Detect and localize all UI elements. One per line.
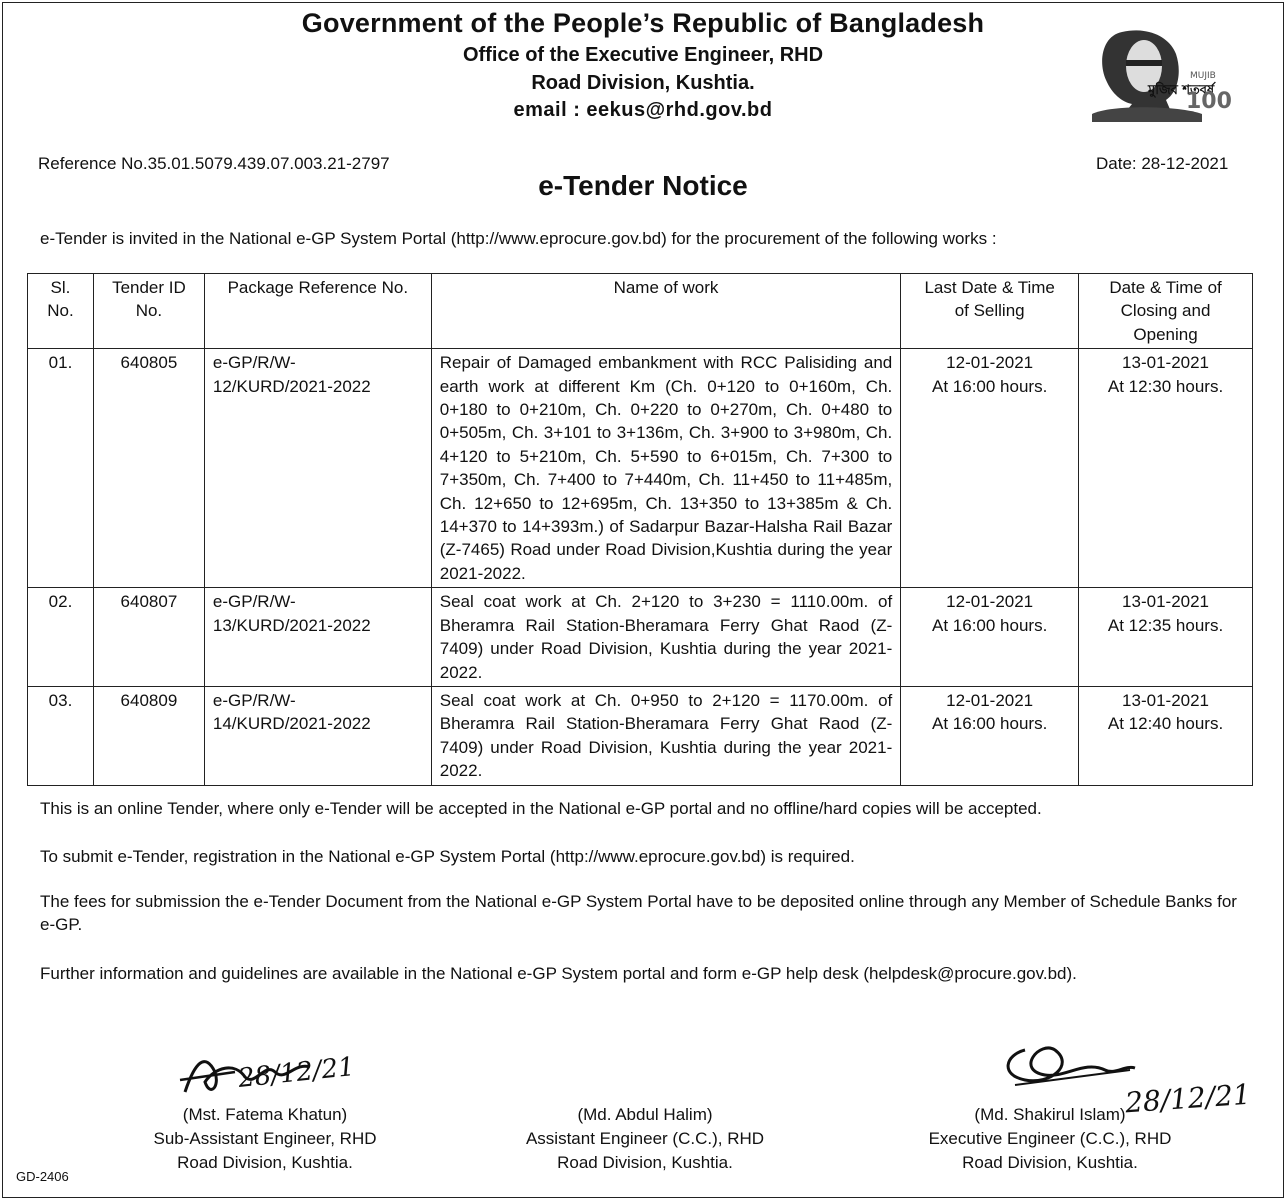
cell-selling: 12-01-2021 At 16:00 hours. [901,349,1079,588]
logo-bangla-text: মুজিব শতবর্ষ [1148,83,1215,98]
signatory-office: Road Division, Kushtia. [177,1153,353,1172]
cell-tender-id: 640805 [93,349,204,588]
email-heading: email : eekus@rhd.gov.bd [513,99,773,121]
office-heading: Office of the Executive Engineer, RHD [462,44,824,66]
footer-code: GD-2406 [16,1169,69,1184]
signatory-name: (Mst. Fatema Khatun) [182,1105,348,1124]
note-registration: To submit e-Tender, registration in the National e-GP System Portal (http://www.eprocure.gov.bd) is required. [40,847,855,866]
tender-table [27,273,1253,786]
cell-work: Seal coat work at Ch. 2+120 to 3+230 = 1110.00m. of Bheramra Rail Station-Bheramara Ferry Ghat Raod (Z-7409) under Road Division, Kushtia during the year 2021-2022. [431,588,901,687]
cell-package: e-GP/R/W- 14/KURD/2021-2022 [204,686,431,785]
cell-selling: 12-01-2021 At 16:00 hours. [901,686,1079,785]
note-fees: The fees for submission the e-Tender Document from the National e-GP System Portal have to be deposited online through any Member of Schedule Banks for e-GP. [40,892,1237,934]
signature-3 [995,1030,1145,1100]
signatory-office: Road Division, Kushtia. [557,1153,733,1172]
signature-3-date: 28/12/21 [1124,1077,1252,1120]
cell-sl: 01. [28,349,94,588]
col-header-selling: Last Date & Time of Selling [901,274,1079,349]
reference-number: Reference No.35.01.5079.439.07.003.21-2797 [38,154,390,173]
division-heading: Road Division, Kushtia. [531,72,755,94]
cell-closing: 13-01-2021 At 12:40 hours. [1079,686,1253,785]
cell-closing: 13-01-2021 At 12:35 hours. [1079,588,1253,687]
table-row [28,349,1253,588]
signatory-name: (Md. Abdul Halim) [577,1105,713,1124]
logo-number: 100 [1186,89,1232,114]
cell-tender-id: 640809 [93,686,204,785]
signatory-2 [490,1103,800,1175]
cell-package: e-GP/R/W- 12/KURD/2021-2022 [204,349,431,588]
table-row [28,588,1253,687]
col-header-sl: Sl. No. [28,274,94,349]
signatory-3 [900,1103,1200,1175]
signatory-name: (Md. Shakirul Islam) [974,1105,1126,1124]
col-header-tender-id: Tender ID No. [93,274,204,349]
cell-tender-id: 640807 [93,588,204,687]
cell-selling: 12-01-2021 At 16:00 hours. [901,588,1079,687]
intro-text: e-Tender is invited in the National e-GP System Portal (http://www.eprocure.gov.bd) for the procurement of the following works : [40,229,997,248]
table-header-row [28,274,1253,349]
cell-package: e-GP/R/W- 13/KURD/2021-2022 [204,588,431,687]
note-further-info: Further information and guidelines are available in the National e-GP System portal and form e-GP help desk (helpdesk@procure.gov.bd). [40,964,1077,983]
cell-work: Repair of Damaged embankment with RCC Palisiding and earth work at different Km (Ch. 0+120 to 0+160m, Ch. 0+180 to 0+210m, Ch. 0+220 to 0+270m, Ch. 0+480 to 0+505m, Ch. 3+101 to 3+136m, Ch. 3+900 to 3+980m, Ch. 4+120 to 5+210m, Ch. 5+590 to 6+015m, Ch. 7+300 to 7+350m, Ch. 7+400 to 7+440m, Ch. 11+450 to 11+485m, Ch. 12+650 to 12+695m, Ch. 13+350 to 13+385m & Ch. 14+370 to 14+393m.) of Sadarpur Bazar-Halsha Rail Bazar (Z-7465) Road under Road Division,Kushtia during the year 2021-2022. [431,349,901,588]
col-header-package: Package Reference No. [204,274,431,349]
notice-date: Date: 28-12-2021 [1096,154,1229,173]
signatory-office: Road Division, Kushtia. [962,1153,1138,1172]
cell-sl: 03. [28,686,94,785]
logo-latin-text: MUJIB [1190,71,1216,81]
page-title: e-Tender Notice [538,170,748,201]
table-row [28,686,1253,785]
cell-sl: 02. [28,588,94,687]
government-heading: Government of the People’s Republic of Bangladesh [301,8,985,38]
col-header-work: Name of work [431,274,901,349]
signatory-1 [120,1103,410,1175]
cell-closing: 13-01-2021 At 12:30 hours. [1079,349,1253,588]
signatory-designation: Assistant Engineer (C.C.), RHD [525,1129,765,1148]
signatory-designation: Sub-Assistant Engineer, RHD [153,1129,377,1148]
signatory-designation: Executive Engineer (C.C.), RHD [928,1129,1172,1148]
mujib-100-logo [1062,14,1232,124]
col-header-closing: Date & Time of Closing and Opening [1079,274,1253,349]
signature-1-date: 28/12/21 [236,1051,357,1095]
cell-work: Seal coat work at Ch. 0+950 to 2+120 = 1170.00m. of Bheramra Rail Station-Bheramara Ferry Ghat Raod (Z-7409) under Road Division, Kushtia during the year 2021-2022. [431,686,901,785]
note-online-tender: This is an online Tender, where only e-Tender will be accepted in the National e-GP portal and no offline/hard copies will be accepted. [40,799,1042,818]
